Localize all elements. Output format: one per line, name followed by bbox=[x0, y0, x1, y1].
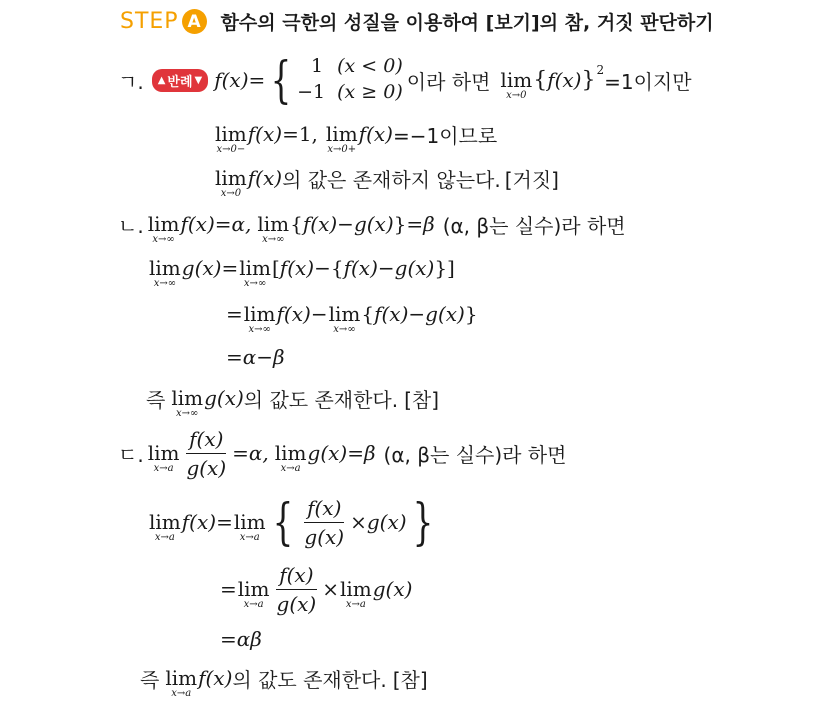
lim-xinf-2: lim x→∞ bbox=[257, 212, 290, 245]
item-a-text-2: =1이지만 bbox=[604, 69, 692, 94]
verdict-true-c: [참] bbox=[392, 667, 428, 692]
lim-xinf-6: lim x→∞ bbox=[328, 302, 361, 335]
item-a-line-3: lim x→0 f(x) 의 값은 존재하지 않는다. [거짓] bbox=[214, 160, 559, 196]
lim-xinf-7: lim x→∞ bbox=[171, 386, 204, 419]
item-a-text-1: 이라 하면 bbox=[406, 69, 491, 94]
lim-xa: lim x→a bbox=[147, 441, 180, 474]
lim-x0: lim x→0 bbox=[500, 68, 533, 101]
fx: f(x) bbox=[214, 68, 249, 92]
item-b-line-1: ㄴ. lim x→∞ f(x) =α, lim x→∞ { f(x) − g(x) } =β (α, β는 실수)라 하면 bbox=[118, 206, 626, 242]
lim-xa-6: lim x→a bbox=[339, 577, 372, 610]
lim-xinf-4: lim x→∞ bbox=[239, 256, 271, 289]
lim-x0-minus: lim x→0− bbox=[215, 122, 247, 155]
item-b-line-2: lim x→∞ g(x) = lim x→∞ [ f(x) −{ f(x) − g(x) }] bbox=[149, 256, 455, 289]
counterexample-badge bbox=[152, 69, 209, 92]
item-c-line-1: ㄷ. lim x→a $\frac{f(x)}{g(x)}$ =α, lim x→a g(x) =β (α, β는 실수)라 하면 bbox=[118, 426, 567, 480]
lim-xinf-3: lim x→∞ bbox=[149, 256, 181, 289]
left-brace-icon-2: { bbox=[272, 493, 293, 551]
item-b-line-3: = lim x→∞ f(x) − lim x→∞ { f(x) − g(x) } bbox=[226, 302, 478, 335]
piecewise-cases: 1 (x < 0) −1 (x ≥ 0) bbox=[297, 55, 403, 103]
item-b-marker: ㄴ. bbox=[118, 213, 144, 238]
lim-x0-b: lim x→0 bbox=[215, 166, 247, 199]
item-c-conclusion: 즉 lim x→a f(x) 의 값도 존재한다. [참] bbox=[140, 660, 428, 696]
up-arrow-icon: ▲ bbox=[157, 74, 166, 86]
fraction-f-over-g: $\frac{f(x)}{g(x)}$ bbox=[186, 426, 227, 480]
lim-x0-plus: lim x→0+ bbox=[325, 122, 358, 155]
step-letter-badge: A bbox=[182, 9, 207, 34]
step-label: STEP bbox=[120, 9, 179, 34]
lim-xa-3: lim x→a bbox=[149, 510, 181, 543]
item-c-line-2: lim x→a f(x) = lim x→a { $\frac{f(x)}{g(x)}$ × g(x) } bbox=[149, 493, 433, 551]
item-c-line-3: = lim x→a $\frac{f(x)}{g(x)}$ × lim x→a g(x) bbox=[220, 562, 413, 616]
verdict-false: [거짓] bbox=[504, 167, 559, 192]
item-a-marker: ㄱ. bbox=[118, 69, 144, 94]
item-a-line-2: lim x→0− f(x) =1, lim x→0+ f(x) =−1이므로 bbox=[215, 122, 498, 155]
fraction-f-over-g-2: $\frac{f(x)}{g(x)}$ bbox=[304, 495, 345, 549]
item-a-line-1: ㄱ. ▲ 반례 ▼ f(x) = { 1 (x < 0) −1 (x ≥ 0) 이라 하면 lim x→0 { f(x) } 2 =1이지만 bbox=[118, 51, 692, 109]
step-title: 함수의 극한의 성질을 이용하여 [보기]의 참, 거짓 판단하기 bbox=[220, 12, 714, 34]
verdict-true-b: [참] bbox=[404, 387, 440, 412]
lim-xinf-5: lim x→∞ bbox=[243, 302, 276, 335]
item-c-marker: ㄷ. bbox=[118, 442, 144, 467]
fraction-f-over-g-3: $\frac{f(x)}{g(x)}$ bbox=[276, 562, 317, 616]
item-c-line-4: =αβ bbox=[220, 627, 262, 651]
right-brace-icon-2: } bbox=[412, 493, 433, 551]
lim-xa-5: lim x→a bbox=[237, 577, 270, 610]
down-arrow-icon: ▼ bbox=[194, 74, 203, 86]
item-b-conclusion: 즉 lim x→∞ g(x) 의 값도 존재한다. [참] bbox=[146, 380, 439, 416]
badge-label: 반례 bbox=[167, 74, 193, 90]
lim-xinf: lim x→∞ bbox=[147, 212, 180, 245]
lim-xa-2: lim x→a bbox=[274, 441, 307, 474]
step-header bbox=[120, 8, 714, 35]
lim-xa-4: lim x→a bbox=[233, 510, 266, 543]
left-brace-icon: { bbox=[270, 51, 292, 109]
item-b-line-4: =α−β bbox=[226, 345, 285, 369]
lim-xa-7: lim x→a bbox=[165, 666, 198, 699]
